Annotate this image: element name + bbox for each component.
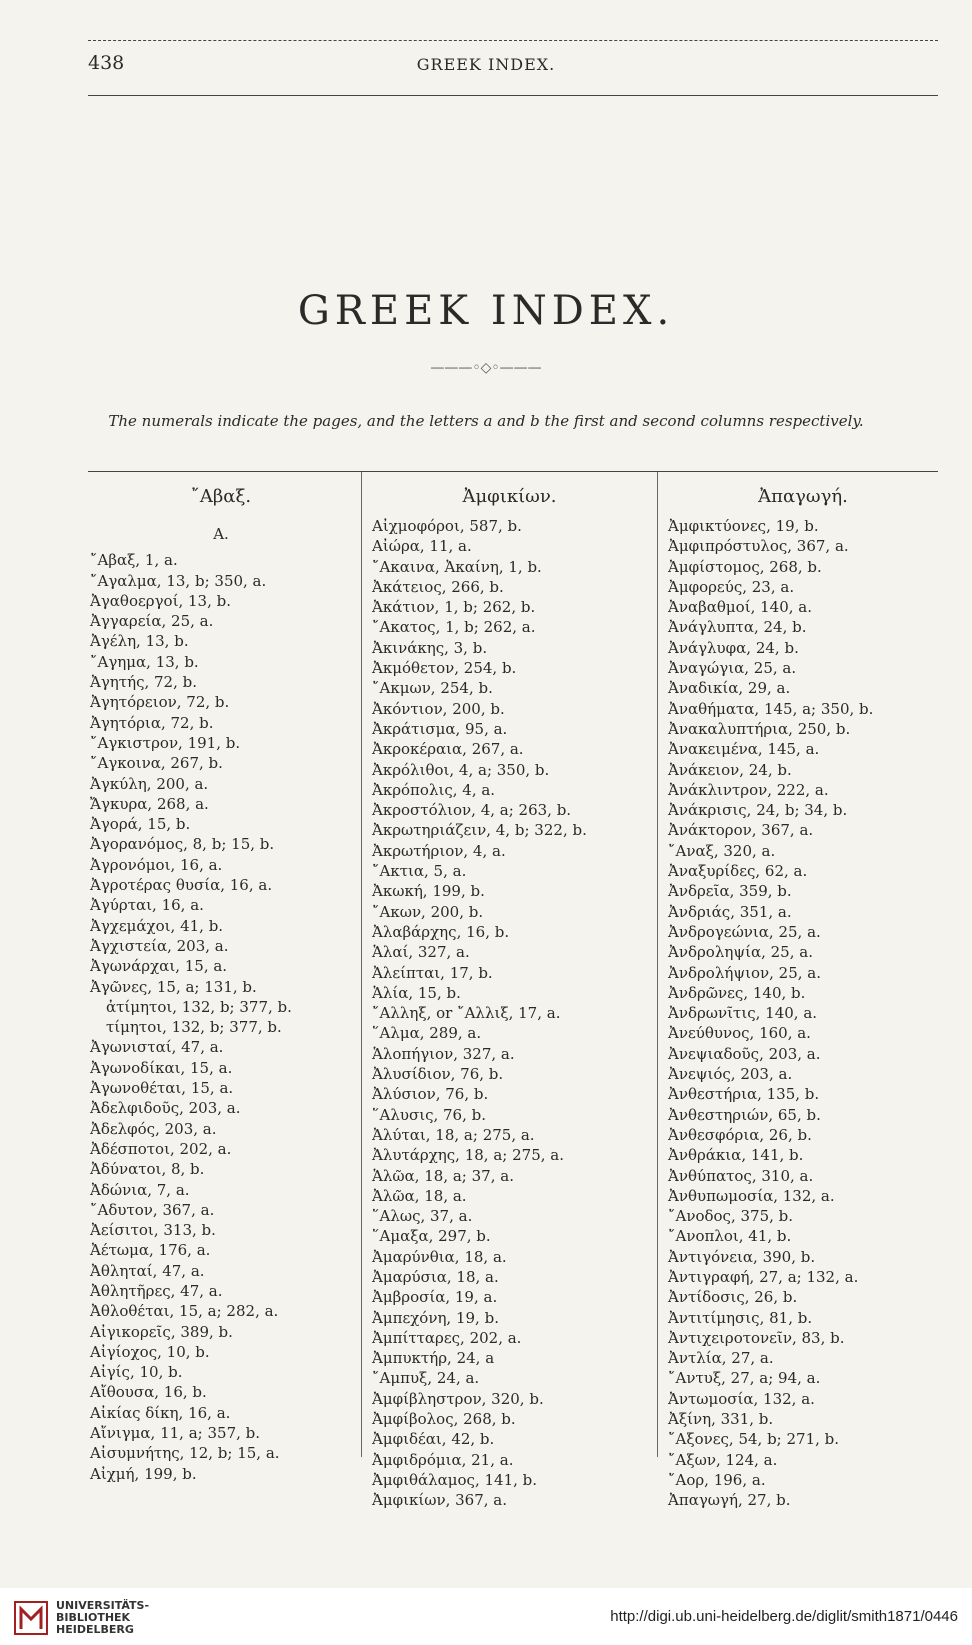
index-entry: Ἀνεψιαδοῦς, 203, a.	[668, 1044, 821, 1063]
index-entry: ῎Αξονες, 54, b; 271, b.	[668, 1430, 840, 1449]
index-entry: Ἀμφιθάλαμος, 141, b.	[372, 1470, 538, 1489]
library-line: UNIVERSITÄTS-	[56, 1599, 150, 1612]
index-column-3	[668, 478, 938, 1511]
index-entry: Ἀγωνάρχαι, 15, a.	[90, 957, 228, 976]
index-entry: Ἀκρωτηριάζειν, 4, b; 322, b.	[372, 821, 587, 840]
library-name	[56, 1600, 149, 1636]
index-entry: Αἰγίς, 10, b.	[90, 1363, 183, 1382]
index-entry: Ἀναξυρίδες, 62, a.	[668, 862, 808, 881]
index-entry: ῎Αναξ, 320, a.	[668, 841, 776, 860]
page-number: 438	[88, 52, 125, 74]
index-entry: Ἀέτωμα, 176, a.	[90, 1241, 211, 1260]
columns-rule	[88, 471, 938, 472]
index-entry: Ἀνεύθυνος, 160, a.	[668, 1024, 811, 1043]
index-entry: Ἀνδρογεώνια, 25, a.	[668, 922, 821, 941]
top-rule	[88, 40, 938, 41]
index-entry: Ἀνάγλυπτα, 24, b.	[668, 618, 807, 637]
header-rule	[88, 95, 938, 96]
index-entry: Αἰγίοχος, 10, b.	[90, 1342, 210, 1361]
index-entry: ῎Ανοδος, 375, b.	[668, 1207, 794, 1226]
index-entry: Ἀναδικία, 29, a.	[668, 679, 791, 698]
index-entry: Ἀγροτέρας θυσία, 16, a.	[90, 876, 273, 895]
index-entry: Ἀμφικτύονες, 19, b.	[668, 517, 819, 535]
index-entry: Ἀξίνη, 331, b.	[668, 1410, 774, 1429]
index-entry: Ἀνδρεῖα, 359, b.	[668, 882, 792, 901]
library-logo-icon	[14, 1601, 48, 1635]
index-entry: Ἀλυσίδιον, 76, b.	[372, 1065, 504, 1084]
index-entry: Αἰχμοφόροι, 587, b.	[372, 517, 522, 535]
index-entry: Ἀκωκή, 199, b.	[372, 882, 485, 901]
index-entry: Ἀνδρολήψιον, 25, a.	[668, 963, 821, 982]
index-entry: Ἀνθεσφόρια, 26, b.	[668, 1125, 812, 1144]
index-entry: Αἴνιγμα, 11, a; 357, b.	[90, 1424, 261, 1443]
index-entry: ῎Αξων, 124, a.	[668, 1450, 778, 1469]
index-entry: Ἀνθράκια, 141, b.	[668, 1146, 804, 1165]
index-entry: Ἀνεψιός, 203, a.	[668, 1065, 793, 1084]
running-head: GREEK INDEX.	[416, 55, 556, 74]
index-entry: Ἀμπεχόνη, 19, b.	[372, 1308, 499, 1327]
index-entry: Ἀνάκρισις, 24, b; 34, b.	[668, 801, 848, 820]
index-entry: Ἀγαθοεργοί, 13, b.	[90, 591, 231, 610]
library-line: HEIDELBERG	[56, 1623, 134, 1636]
index-entry: ῎Ακαινα, Ἀκαίνη, 1, b.	[372, 557, 542, 576]
index-entry: Ἀλύσιον, 76, b.	[372, 1085, 489, 1104]
index-entry: Ἁλία, 15, b.	[372, 983, 461, 1002]
index-entry: Ἀμαρύσια, 18, a.	[372, 1267, 499, 1286]
index-entry: ῎Ακτια, 5, a.	[372, 862, 467, 881]
column-divider	[361, 472, 362, 1457]
index-entry: Αἰσυμνήτης, 12, b; 15, a.	[90, 1444, 280, 1463]
index-entry: Ἀνδροληψία, 25, a.	[668, 943, 813, 962]
index-entry: Ἀγητής, 72, b.	[90, 673, 197, 692]
index-entry: Ἀκάτιον, 1, b; 262, b.	[372, 598, 536, 617]
index-entry: ῎Αβαξ, 1, a.	[90, 551, 178, 570]
index-entry: τίμητοι, 132, b; 377, b.	[106, 1018, 282, 1037]
index-entry: Αἰχμή, 199, b.	[90, 1464, 197, 1483]
index-entry: Ἀγχιστεία, 203, a.	[90, 936, 229, 955]
index-entry: Ἄγκυρα, 268, a.	[90, 794, 209, 813]
index-entry: Ἀγητόρια, 72, b.	[90, 713, 214, 732]
index-entry: Ἀκόντιον, 200, b.	[372, 699, 505, 718]
index-entry: Ἀμφίβληστρον, 320, b.	[372, 1389, 544, 1408]
index-entry: Ἀνάγλυφα, 24, b.	[668, 638, 799, 657]
index-entry: Ἀδέσποτοι, 202, a.	[90, 1139, 232, 1158]
column-divider	[657, 472, 658, 1457]
index-entry: Αἰκίας δίκη, 16, a.	[90, 1403, 231, 1422]
index-entry: Ἁλοπήγιον, 327, a.	[372, 1044, 515, 1063]
index-entry: ῎Αλληξ, or ῎Αλλιξ, 17, a.	[372, 1004, 561, 1023]
index-entry: Αἰώρα, 11, a.	[372, 537, 472, 556]
index-entry: Ἀκροκέραια, 267, a.	[372, 740, 524, 759]
index-entry: ῎Αδυτον, 367, a.	[90, 1200, 215, 1219]
index-entry: Αἰγικορεῖς, 389, b.	[90, 1322, 233, 1341]
index-entry: Ἀνάκλιντρον, 222, a.	[668, 780, 829, 799]
index-entry: Ἀγωνισταί, 47, a.	[90, 1038, 224, 1057]
index-entry: Ἀνθεστήρια, 135, b.	[668, 1085, 820, 1104]
index-entry: Ἀμφίβολος, 268, b.	[372, 1410, 516, 1429]
index-entry: Ἀγητόρειον, 72, b.	[90, 693, 230, 712]
index-entry: Ἀκμόθετον, 254, b.	[372, 659, 517, 678]
index-entry: ῎Αμπυξ, 24, a.	[372, 1369, 480, 1388]
section-letter: A.	[213, 525, 229, 543]
index-entry: Ἀνθεστηριών, 65, b.	[668, 1105, 821, 1124]
index-entry: ῎Ακων, 200, b.	[372, 902, 484, 921]
index-entry: Ἀλείπται, 17, b.	[372, 963, 493, 982]
index-entry: ἀτίμητοι, 132, b; 377, b.	[106, 997, 292, 1016]
index-entry: Ἀμαρύνθια, 18, a.	[372, 1247, 507, 1266]
index-entry: Ἀλῶα, 18, a.	[372, 1186, 467, 1205]
index-entry: Ἀγορανόμος, 8, b; 15, b.	[90, 835, 275, 854]
index-entry: Ἀλαβάρχης, 16, b.	[372, 922, 510, 941]
index-entry: Ἀδελφιδοῦς, 203, a.	[90, 1099, 241, 1118]
library-line: BIBLIOTHEK	[56, 1611, 131, 1624]
title-ornament: ———◦◇◦———	[430, 360, 542, 376]
index-entry: Ἀλυτάρχης, 18, a; 275, a.	[372, 1146, 564, 1165]
index-entry: Ἀγχεμάχοι, 41, b.	[90, 916, 224, 935]
index-entry: Αἴθουσα, 16, b.	[90, 1383, 207, 1402]
index-entry: Ἀδελφός, 203, a.	[90, 1119, 217, 1138]
index-entry: Ἀντιγόνεια, 390, b.	[668, 1247, 816, 1266]
index-entry: Ἀντιγραφή, 27, a; 132, a.	[668, 1267, 859, 1286]
index-entry: Ἀμπυκτήρ, 24, a	[372, 1349, 495, 1368]
intro-note: The numerals indicate the pages, and the letters a and b the first and second columns respectively.	[108, 412, 864, 430]
index-entry: Ἀείσιτοι, 313, b.	[90, 1221, 216, 1240]
index-entry: Ἀνθύπατος, 310, a.	[668, 1166, 814, 1185]
index-entry: Ἀκράτισμα, 95, a.	[372, 719, 508, 738]
index-entry: Ἀγέλη, 13, b.	[90, 632, 189, 651]
index-entry: Ἀγωνοδίκαι, 15, a.	[90, 1058, 233, 1077]
index-entry: Ἁλῶα, 18, a; 37, a.	[372, 1166, 514, 1185]
index-entry: Ἀντιτίμησις, 81, b.	[668, 1308, 813, 1327]
index-entry: ῎Ακμων, 254, b.	[372, 679, 493, 698]
index-entry: Ἀνθυπωμοσία, 132, a.	[668, 1186, 835, 1205]
column-heading: Ἀπαγωγή.	[758, 486, 848, 507]
index-entry: Ἀγύρται, 16, a.	[90, 896, 204, 915]
index-entry: Ἀμφιδέαι, 42, b.	[372, 1430, 495, 1449]
index-entry: Ἀντωμοσία, 132, a.	[668, 1389, 815, 1408]
index-entry: Ἀγρονόμοι, 16, a.	[90, 855, 223, 874]
index-entry: Ἀγορά, 15, b.	[90, 815, 191, 834]
page-title: GREEK INDEX.	[297, 288, 675, 334]
index-entry: Ἀλύται, 18, a; 275, a.	[372, 1125, 535, 1144]
index-entry: Ἀγκύλη, 200, a.	[90, 774, 209, 793]
index-entry: ῎Ανοπλοι, 41, b.	[668, 1227, 792, 1246]
index-entry: Ἀπαγωγή, 27, b.	[668, 1491, 791, 1510]
index-entry: Ἀναβαθμοί, 140, a.	[668, 598, 812, 617]
index-entry: Ἀνάκτορον, 367, a.	[668, 821, 814, 840]
index-entry: Ἀνάκειον, 24, b.	[668, 760, 792, 779]
index-entry: Ἀγωνοθέται, 15, a.	[90, 1079, 234, 1098]
index-entry: Ἁλαί, 327, a.	[372, 943, 470, 962]
index-entry: Ἀγγαρεία, 25, a.	[90, 612, 214, 631]
index-entry: Ἀμπίτταρες, 202, a.	[372, 1328, 522, 1347]
column-heading: Ἀμφικίων.	[462, 486, 557, 507]
index-entry: Ἀμφικίων, 367, a.	[372, 1491, 507, 1510]
index-entry: Ἀμφιδρόμια, 21, a.	[372, 1450, 514, 1469]
footer-bar	[0, 1588, 972, 1645]
index-entry: Ἀνακαλυπτήρια, 250, b.	[668, 719, 851, 738]
index-entry: ῎Αγκιστρον, 191, b.	[90, 733, 241, 752]
index-entry: ῎Αντυξ, 27, a; 94, a.	[668, 1369, 821, 1388]
index-entry: ῎Αορ, 196, a.	[668, 1470, 766, 1489]
index-entry: Ἀνδρωνῖτις, 140, a.	[668, 1004, 818, 1023]
index-entry: Ἀκρόπολις, 4, a.	[372, 780, 496, 799]
index-entry: Ἀντλία, 27, a.	[668, 1349, 774, 1368]
index-entry: Ἀναθήματα, 145, a; 350, b.	[668, 699, 874, 718]
index-entry: Ἀκρωτήριον, 4, a.	[372, 841, 506, 860]
index-entry: ῎Αγκοινα, 267, b.	[90, 754, 223, 773]
index-entry: Ἀνακειμένα, 145, a.	[668, 740, 820, 759]
index-entry: Ἀθλοθέται, 15, a; 282, a.	[90, 1302, 279, 1321]
index-entry: ῎Αγαλμα, 13, b; 350, a.	[90, 571, 267, 590]
index-entry: ῞Αμαξα, 297, b.	[372, 1227, 491, 1246]
index-entry: Ἀνδριάς, 351, a.	[668, 902, 792, 921]
index-entry: Ἀκινάκης, 3, b.	[372, 638, 488, 657]
index-entry: ῞Αλμα, 289, a.	[372, 1024, 482, 1043]
index-entry: Ἀκάτειος, 266, b.	[372, 577, 504, 596]
index-entry: ῞Αλυσις, 76, b.	[372, 1105, 487, 1124]
index-entry: Ἀκρόλιθοι, 4, a; 350, b.	[372, 760, 550, 779]
index-entry: Ἀνδρῶνες, 140, b.	[668, 983, 806, 1002]
source-url-link[interactable]: http://digi.ub.uni-heidelberg.de/diglit/smith1871/0446	[610, 1608, 958, 1625]
index-entry: Ἀδύνατοι, 8, b.	[90, 1160, 205, 1179]
index-entry: ῞Αλως, 37, a.	[372, 1207, 473, 1226]
index-entry: Ἀδώνια, 7, a.	[90, 1180, 190, 1199]
index-entry: Ἀμφιπρόστυλος, 367, a.	[668, 537, 849, 556]
index-entry: Ἀθλητῆρες, 47, a.	[90, 1281, 223, 1300]
index-entry: Ἀναγώγια, 25, a.	[668, 659, 797, 678]
index-entry: ῎Αγημα, 13, b.	[90, 652, 199, 671]
index-entry: Ἀμβροσία, 19, a.	[372, 1288, 498, 1307]
index-entry: Ἀκροστόλιον, 4, a; 263, b.	[372, 801, 572, 820]
index-entry: Ἀμφίστομος, 268, b.	[668, 557, 822, 576]
column-heading: ῎Αβαξ.	[190, 486, 252, 507]
index-column-1	[90, 478, 352, 1484]
index-entry: Ἀγῶνες, 15, a; 131, b.	[90, 977, 257, 996]
index-entry: Ἀμφορεύς, 23, a.	[668, 577, 795, 596]
index-entry: Ἀντιχειροτονεῖν, 83, b.	[668, 1328, 845, 1347]
index-entry: Ἀντίδοσις, 26, b.	[668, 1288, 798, 1307]
index-entry: ῎Ακατος, 1, b; 262, a.	[372, 618, 536, 637]
index-entry: Ἀθληταί, 47, a.	[90, 1261, 205, 1280]
index-column-2	[372, 478, 647, 1511]
